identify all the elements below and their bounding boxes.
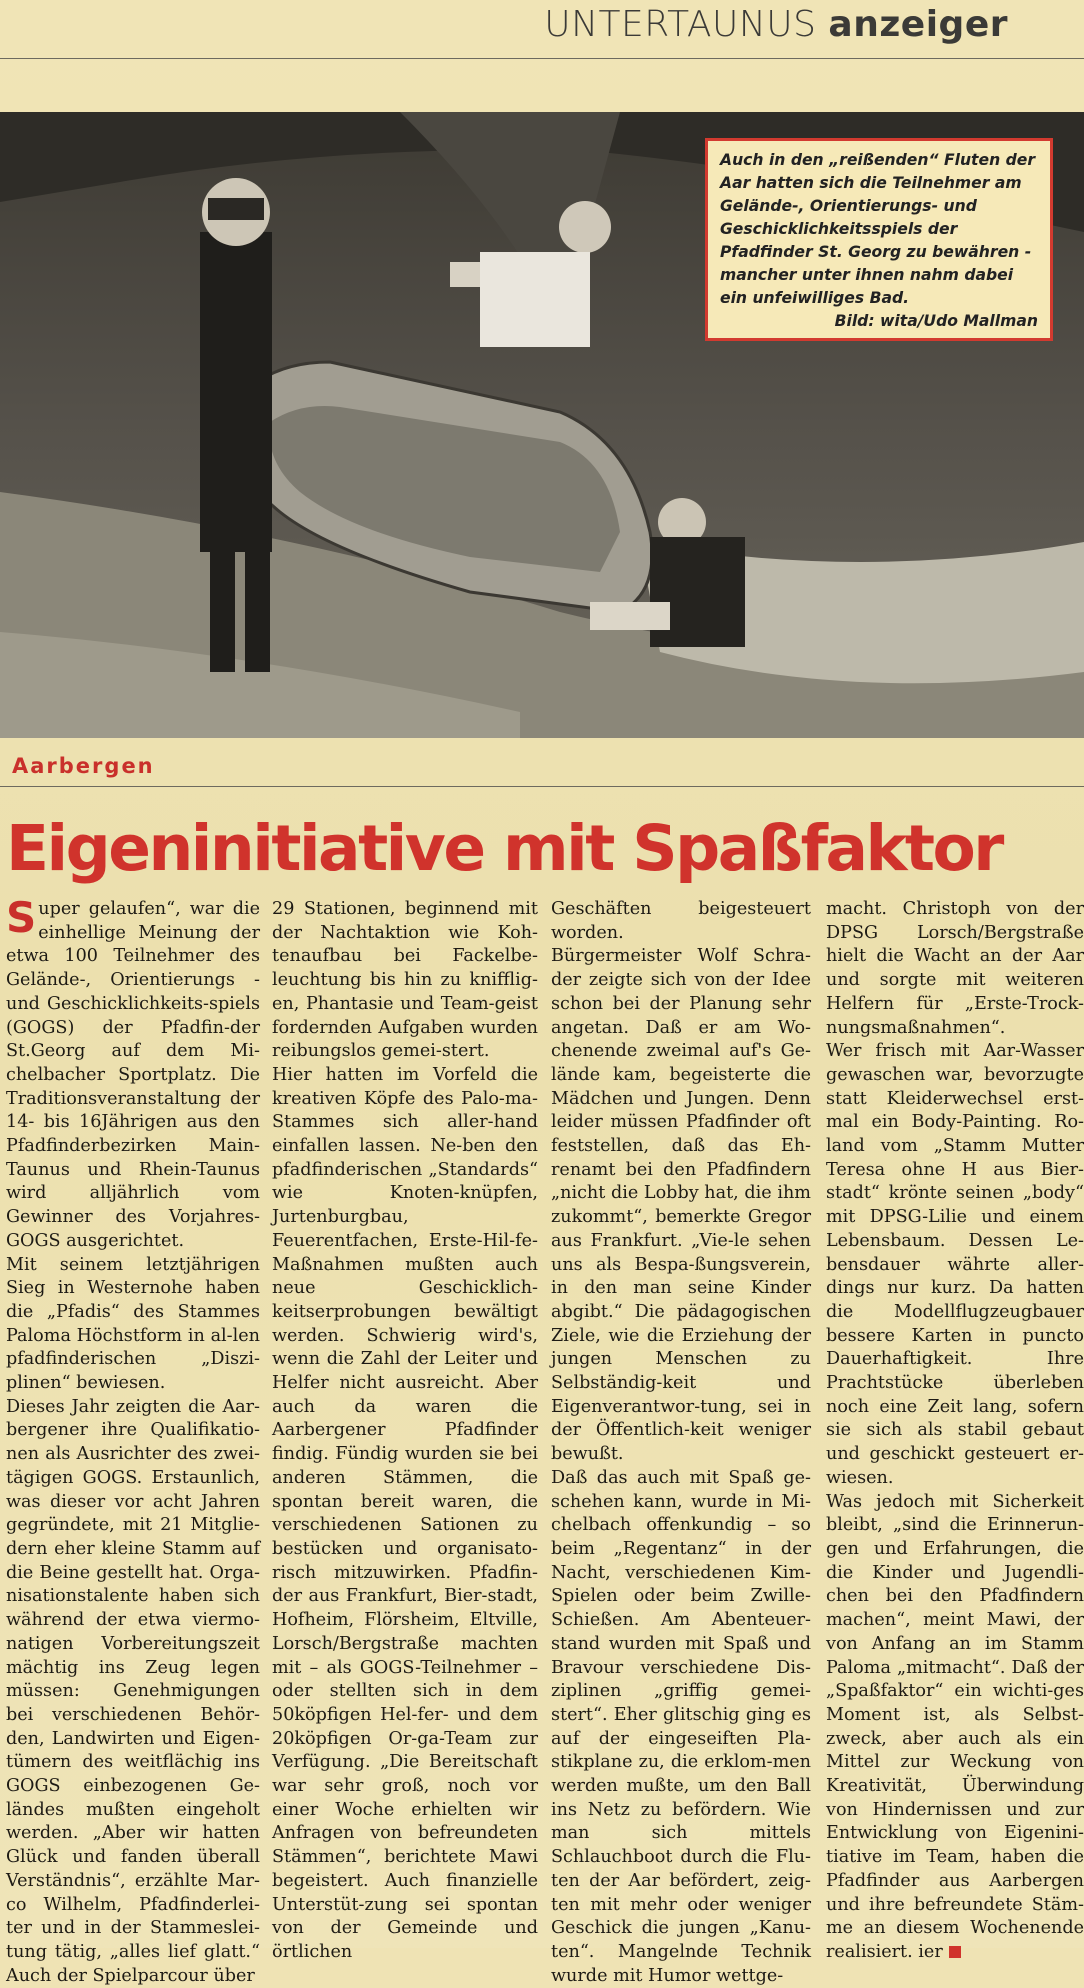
paragraph: macht. Christoph von der DPSG Lorsch/Bergstraße hielt die Wacht an der Aar und sorgte mit weiteren Helfern für „Erste-Trock-nungsmaßnahmen“. [826, 899, 1084, 1038]
masthead-part1: UNTERTAUNUS [544, 4, 829, 45]
paragraph [6, 893, 260, 1254]
caption-line: Auch in den „reißenden“ Fluten der [720, 151, 1036, 169]
article-column-1 [6, 893, 260, 1988]
caption-line: Aar hatten sich die Teilnehmer am [720, 174, 1022, 192]
paragraph-text: Was jedoch mit Sicherkeit bleibt, „sind die Erinnerun-gen und Erfahrungen, die die Kinder und Jugendli-chen bei den Pfadfindern machen“, meint Mawi, der von Anfang an im Stamm Paloma „mitmacht“. Daß der „Spaßfaktor“ ein wichti-ges Moment ist, als Selbst-zweck, aber auch als ein Mittel zur Weckung von Kreativität, Überwindung von Hindernissen und zur Entwicklung von Eigenini-tiative im Team, haben die Pfadfinder aus Aarbergen und ihre befreundete Stäm-me an diesem Wochenende realisiert. ier [826, 1491, 1084, 1962]
paragraph-text: uper gelaufen“, war die einhellige Meinung der etwa 100 Teilnehmer des Gelände-, Orientierungs - und Geschicklichkeits-spiels (GOGS) der Pfadfin-der St.Georg auf dem Mi-chelbacher Sportplatz. Die Traditionsveranstaltung der 14- bis 16Jährigen aus den Pfadfinderbezirken Main-Taunus und Rhein-Taunus wird alljährlich vom Gewinner des Vorjahres-GOGS ausgerichtet. [6, 899, 260, 1251]
masthead [0, 0, 1084, 64]
article-column-3 [551, 898, 811, 1988]
photo-credit: Bild: wita/Udo Mallman [834, 312, 1038, 330]
article-headline: Eigeninitiative mit Spaßfaktor [6, 812, 1002, 885]
paragraph: Dieses Jahr zeigten die Aar-bergener ihre Qualifikatio-nen als Ausrichter des zwei-tägigen GOGS. Erstaunlich, was dieser vor acht Jahren gegründete, mit 21 Mitglie-dern eher kleine Stamm auf die Beine gestellt hat. Orga-nisationstalente haben sich während der etwa viermo-natigen Vorbereitungszeit mächtig ins Zeug legen müssen: Genehmigungen bei verschiedenen Behör-den, Landwirten und Eigen-tümern des weitflächig ins GOGS einbezogenen Ge-ländes mußten eingeholt werden. „Aber wir hatten Glück und fanden überall Verständnis“, erzählte Mar-co Wilhelm, Pfadfinderlei-ter und in der Stammeslei-tung tätig, „alles lief glatt.“ Auch der Spielparcour über [6, 1396, 260, 1986]
paragraph: Hier hatten im Vorfeld die kreativen Köpfe des Palo-ma-Stammes sich aller-hand einfallen lassen. Ne-ben den pfadfinderischen „Standards“ wie Knoten-knüpfen, Jurtenburgbau, Feuerentfachen, Erste-Hil-fe-Maßnahmen mußten auch neue Geschicklich-keitserprobungen bewältigt werden. Schwierig wird's, wenn die Zahl der Leiter und Helfer nicht ausreicht. Aber auch da waren die Aarbergener Pfadfinder findig. Fündig wurden sie bei anderen Stämmen, die spontan bereit waren, die verschiedenen Sationen zu bestücken und organisato-risch mitzuwirken. Pfadfin-der aus Frankfurt, Bier-stadt, Hofheim, Flörsheim, Eltville, Lorsch/Bergstraße machten mit – als GOGS-Teilnehmer – oder stellten sich in dem 50köpfigen Hel-fer- und dem 20köpfigen Or-ga-Team zur Verfügung. „Die Bereitschaft war sehr groß, noch vor einer Woche erhielten wir Anfragen von befreundeten Stämmen“, berichtete Mawi begeistert. Auch finanzielle Unterstüt-zung sei spontan von der Gemeinde und örtlichen [272, 1064, 538, 1962]
kicker-rule [0, 786, 1084, 787]
masthead-title [544, 4, 1008, 45]
article-column-2 [272, 898, 538, 1965]
paragraph [826, 1491, 1084, 1965]
paragraph: Mit seinem letztjährigen Sieg in Westernohe haben die „Pfadis“ des Stammes Paloma Höchstform in al-len pfadfinderischen „Diszi-plinen“ bewiesen. [6, 1254, 260, 1394]
caption-line: mancher unter ihnen nahm dabei [720, 266, 1014, 284]
caption-line: Geschicklichkeitsspiels der [720, 220, 958, 238]
article-column-4 [826, 898, 1084, 1965]
drop-cap: S [6, 893, 37, 942]
paragraph: Daß das auch mit Spaß ge-schehen kann, wurde in Mi-chelbach offenkundig – so beim „Regentanz“ in der Nacht, verschiedenen Kim-Spielen oder beim Zwille-Schießen. Am Abenteuer-stand wurden mit Spaß und Bravour verschiedene Dis-ziplinen „griffig gemei-stert“. Eher glitschig ging es auf der eingeseiften Pla-stikplane zu, die erklom-men werden mußte, um den Ball ins Netz zu befördern. Wie man sich mittels Schlauchboot durch die Flu-ten der Aar befördert, zeig-ten mit mehr oder weniger Geschick die jungen „Kanu-ten“. Mangelnde Technik wurde mit Humor wettge- [551, 1467, 811, 1986]
paragraph: 29 Stationen, beginnend mit der Nachtaktion wie Koh-tenaufbau bei Fackelbe-leuchtung bis hin zu knifflig-en, Phantasie und Team-geist fordernden Aufgaben wurden reibungslos gemei-stert. [272, 899, 538, 1062]
masthead-rule [0, 58, 1084, 59]
caption-line: Gelände-, Orientierungs- und [720, 197, 977, 215]
caption-line: Pfadfinder St. Georg zu bewähren - [720, 243, 1032, 261]
paragraph: Bürgermeister Wolf Schra-der zeigte sich von der Idee schon bei der Planung sehr angetan. Daß er am Wo-chenende zweimal auf's Ge-lände kam, begeisterte die Mädchen und Jungen. Denn leider müssen Pfadfinder oft feststellen, daß das Eh-renamt bei den Pfadfindern „nicht die Lobby hat, die ihm zukommt“, bemerkte Gregor aus Frankfurt. „Vie-le sehen uns als Bespa-ßungsverein, in den man seine Kinder abgibt.“ Die pädagogischen Ziele, wie die Erziehung der jungen Menschen zu Selbständig-keit und Eigenverantwor-tung, sei in der Öffentlich-keit weniger bewußt. [551, 946, 811, 1465]
paragraph: Wer frisch mit Aar-Wasser gewaschen war, bevorzugte statt Kleiderwechsel erst-mal ein Body-Painting. Ro-land vom „Stamm Mutter Teresa ohne H aus Bier-stadt“ krönte seinen „body“ mit DPSG-Lilie und einem Lebensbaum. Dessen Le-bensdauer währte aller-dings nur kurz. Da hatten die Modellflugzeugbauer bessere Karten in puncto Dauerhaftigkeit. Ihre Prachtstücke überleben noch eine Zeit lang, sofern sie sich als stabil gebaut und geschickt gesteuert er-wiesen. [826, 1041, 1084, 1488]
article-kicker: Aarbergen [12, 754, 155, 778]
paragraph: Geschäften beigesteuert worden. [551, 899, 811, 943]
photo-caption [705, 138, 1053, 341]
caption-line: ein unfeiwilliges Bad. [720, 289, 910, 307]
masthead-part2: anzeiger [828, 4, 1008, 45]
